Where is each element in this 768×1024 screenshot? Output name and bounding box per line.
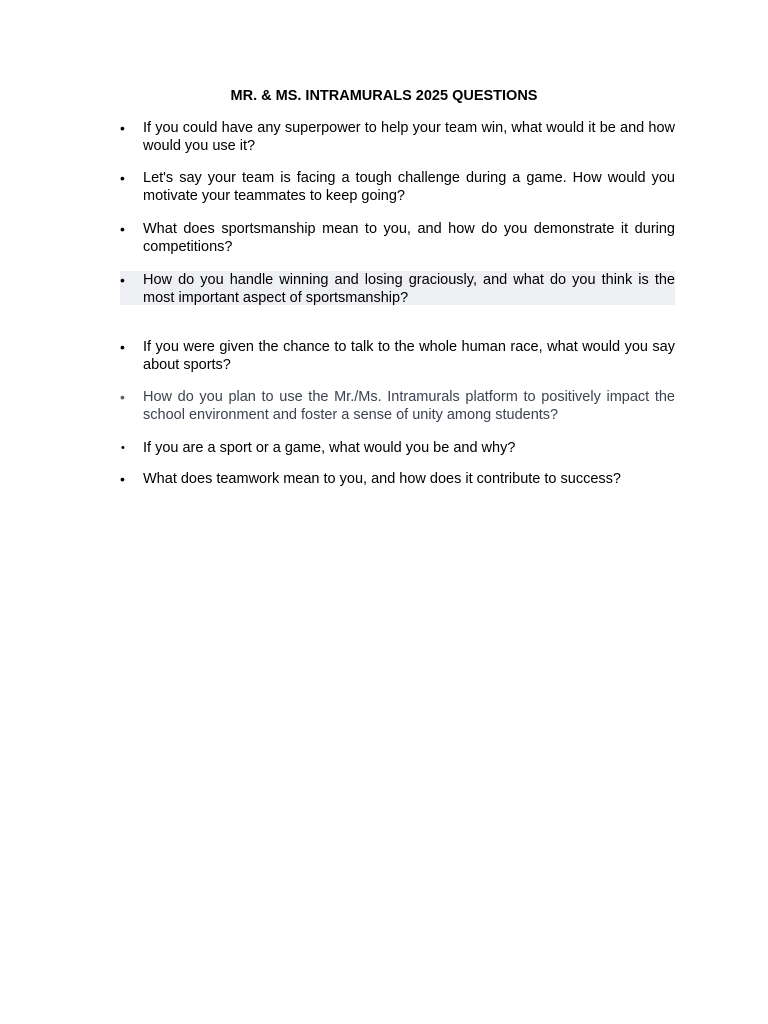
list-item xyxy=(120,119,675,155)
bullet-icon: • xyxy=(120,471,125,487)
question-text: What does sportsmanship mean to you, and how do you demonstrate it during competitions? xyxy=(143,221,675,255)
question-text: How do you handle winning and losing graciously, and what do you think is the most important aspect of sportsmanship? xyxy=(143,272,675,306)
question-text: What does teamwork mean to you, and how does it contribute to success? xyxy=(143,471,621,487)
list-item xyxy=(120,220,675,256)
list-item xyxy=(120,439,675,457)
question-text: How do you plan to use the Mr./Ms. Intramurals platform to positively impact the school environment and foster a sense of unity among students? xyxy=(143,389,675,423)
list-item xyxy=(120,169,675,205)
bullet-icon: • xyxy=(120,389,125,405)
bullet-icon: • xyxy=(120,170,125,186)
bullet-icon: • xyxy=(120,339,125,355)
bullet-icon: • xyxy=(120,120,125,136)
question-text: If you were given the chance to talk to the whole human race, what would you say about sports? xyxy=(143,339,675,373)
document-title: MR. & MS. INTRAMURALS 2025 QUESTIONS xyxy=(230,88,538,104)
list-item xyxy=(120,470,675,488)
list-item xyxy=(120,388,675,424)
bullet-icon: • xyxy=(121,442,125,454)
list-item-highlighted xyxy=(120,271,675,305)
question-text: Let's say your team is facing a tough challenge during a game. How would you motivate your teammates to keep going? xyxy=(143,170,675,204)
question-text: If you are a sport or a game, what would you be and why? xyxy=(143,440,516,456)
list-item xyxy=(120,338,675,374)
bullet-icon: • xyxy=(120,272,125,288)
bullet-icon: • xyxy=(120,221,125,237)
question-text: If you could have any superpower to help your team win, what would it be and how would you use it? xyxy=(143,120,675,154)
